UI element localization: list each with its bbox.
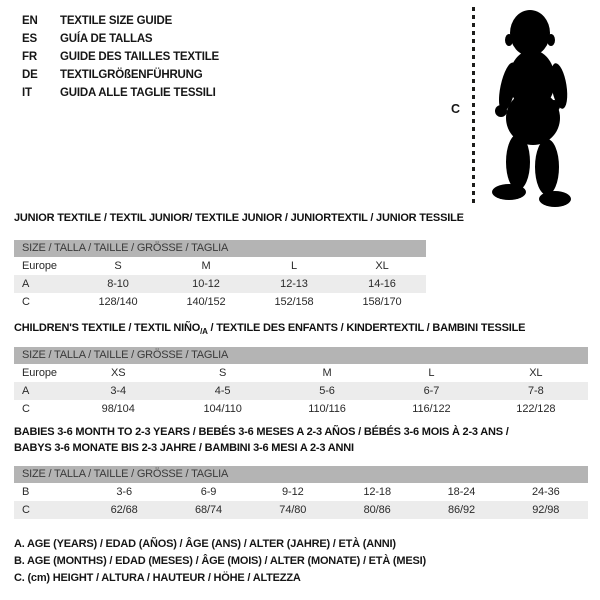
table-cell: 68/74 [194,504,222,516]
row-label: C [22,504,30,516]
children-title-pre: CHILDREN'S TEXTILE / TEXTIL NIÑO [14,322,201,334]
row-label: A [22,278,30,290]
table-cell: 98/104 [101,403,135,415]
babies-size-table [14,466,588,519]
lang-row-en [22,12,219,30]
lang-code: DE [22,69,38,81]
children-title-subscript: /A [200,327,208,337]
table-cell: 18-24 [447,486,476,498]
table-cell: L [290,260,298,272]
table-cell: 8-10 [107,278,129,290]
table-row-height [14,501,588,519]
baby-silhouette-icon [480,4,590,209]
row-label: C [22,403,30,415]
table-cell: 80/86 [363,504,391,516]
table-cell: 128/140 [98,296,138,308]
table-cell: 12-13 [280,278,308,290]
table-cell: 158/170 [362,296,402,308]
height-measure-label: C [451,102,461,116]
lang-row-fr [22,48,219,66]
babies-title-line2: BABYS 3-6 MONATE BIS 2-3 JAHRE / BAMBINI 3-6 MESI A 2-3 ANNI [14,442,354,454]
size-table-header: SIZE / TALLA / TAILLE / GRÖSSE / TAGLIA [14,347,588,364]
lang-row-de [22,66,219,84]
legend-footnotes [14,536,426,587]
table-cell: 152/158 [274,296,314,308]
table-cell: 110/116 [308,403,346,415]
table-cell: S [218,367,227,379]
junior-table-title: JUNIOR TEXTILE / TEXTIL JUNIOR/ TEXTILE JUNIOR / JUNIORTEXTIL / JUNIOR TESSILE [14,212,464,224]
table-row-height [14,400,588,418]
table-row-europe [14,364,588,382]
table-cell: 116/122 [412,403,451,415]
table-row-age [14,382,588,400]
table-cell: 3-4 [110,385,126,397]
table-cell: 122/128 [516,403,556,415]
lang-code: FR [22,51,37,63]
table-cell: 3-6 [116,486,132,498]
babies-title-line1: BABIES 3-6 MONTH TO 2-3 YEARS / BEBÉS 3-6 MESES A 2-3 AÑOS / BÉBÉS 3-6 MOIS À 2-3 ANS / [14,426,509,438]
row-label: Europe [22,260,57,272]
table-cell: XS [110,367,126,379]
table-cell: L [428,367,435,379]
row-label: A [22,385,30,397]
lang-title: GUIDE DES TAILLES TEXTILE [60,51,219,63]
lang-code: IT [22,87,32,99]
table-cell: 7-8 [528,385,544,397]
table-cell: 4-5 [214,385,231,397]
lang-row-es [22,30,219,48]
lang-row-it [22,84,219,102]
language-title-list [22,12,219,102]
table-row-europe [14,257,426,275]
children-table-title [14,322,525,336]
table-row-age [14,275,426,293]
row-label: Europe [22,367,57,379]
table-row-age-months [14,483,588,501]
table-cell: S [114,260,122,272]
lang-title: TEXTILE SIZE GUIDE [60,15,173,27]
table-cell: 6-7 [423,385,440,397]
table-cell: 24-36 [531,486,560,498]
table-cell: XL [529,367,543,379]
children-size-table [14,347,588,418]
children-title-post: / TEXTILE DES ENFANTS / KINDERTEXTIL / BAMBINI TESSILE [207,322,526,334]
table-cell: 9-12 [282,486,304,498]
table-cell: M [201,260,211,272]
footnote-age-months: B. AGE (MONTHS) / EDAD (MESES) / ÂGE (MOIS) / ALTER (MONATE) / ETÀ (MESI) [14,555,426,567]
table-cell: 140/152 [186,296,226,308]
lang-code: EN [22,15,38,27]
height-measure-dashed-line [472,7,475,206]
lang-title: GUÍA DE TALLAS [60,33,153,45]
table-cell: 74/80 [279,504,307,516]
footnote-age-years: A. AGE (YEARS) / EDAD (AÑOS) / ÂGE (ANS) / ALTER (JAHRE) / ETÀ (ANNI) [14,538,396,550]
table-cell: 12-18 [363,486,391,498]
footnote-height: C. (cm) HEIGHT / ALTURA / HAUTEUR / HÖHE / ALTEZZA [14,572,301,584]
babies-table-title [14,424,574,456]
size-table-header: SIZE / TALLA / TAILLE / GRÖSSE / TAGLIA [14,466,588,483]
table-cell: 86/92 [447,504,475,516]
table-cell: M [322,367,332,379]
table-cell: 5-6 [319,385,335,397]
lang-title: GUIDA ALLE TAGLIE TESSILI [60,87,216,99]
table-row-height [14,293,426,311]
table-cell: 6-9 [200,486,217,498]
table-cell: XL [375,260,389,272]
size-table-header: SIZE / TALLA / TAILLE / GRÖSSE / TAGLIA [14,240,426,257]
lang-code: ES [22,33,37,45]
table-cell: 62/68 [110,504,138,516]
lang-title: TEXTILGRÖßENFÜHRUNG [60,69,203,81]
junior-size-table [14,240,426,311]
row-label: C [22,296,30,308]
table-cell: 10-12 [192,278,220,290]
table-cell: 104/110 [203,403,242,415]
row-label: B [22,486,30,498]
table-cell: 14-16 [368,278,396,290]
table-cell: 92/98 [532,504,560,516]
